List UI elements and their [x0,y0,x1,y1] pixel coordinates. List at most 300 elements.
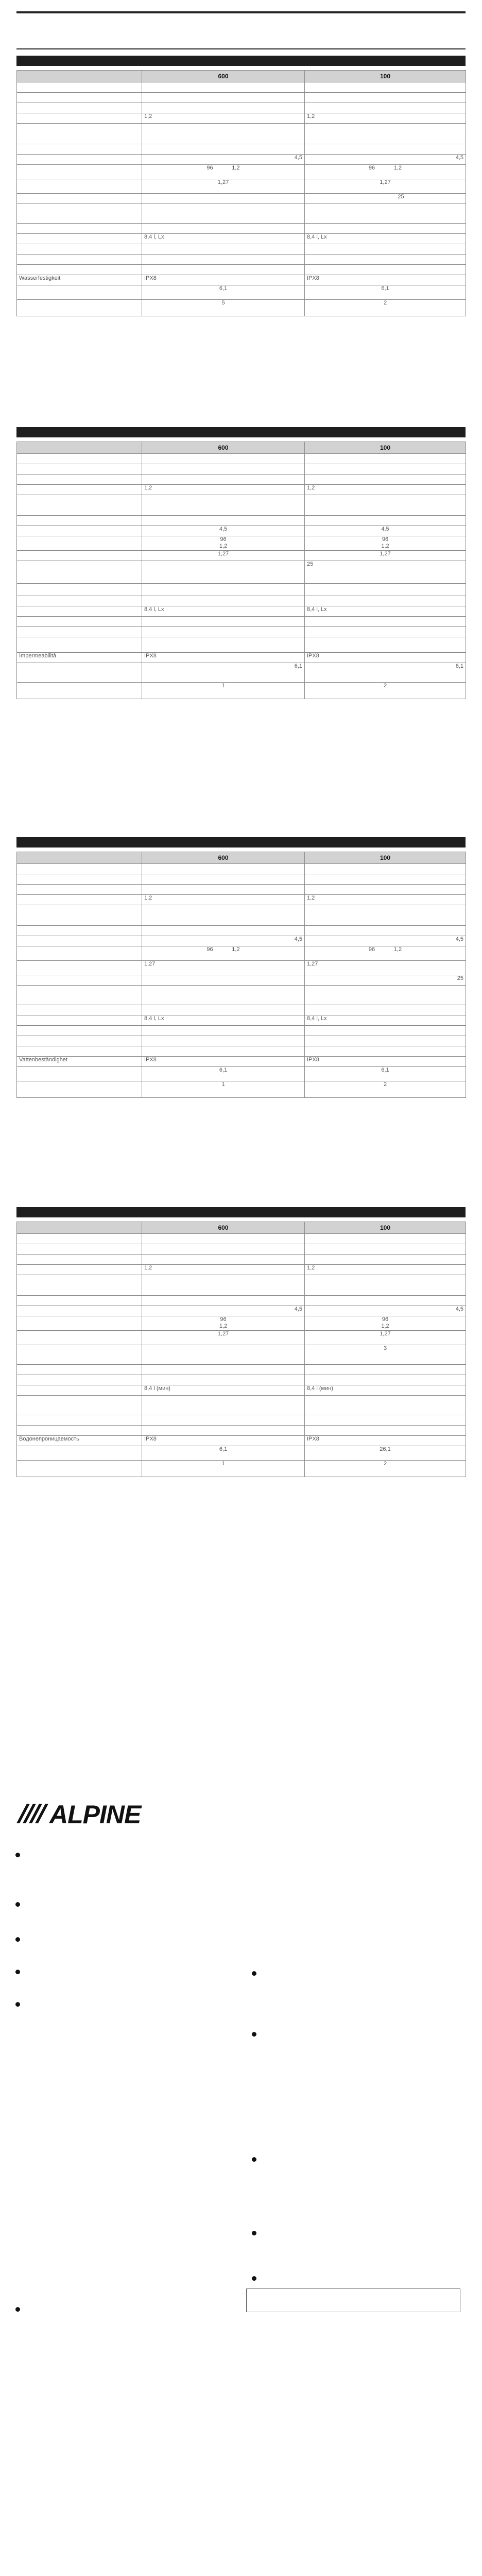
column-header-100: 100 [305,442,466,454]
table-row [17,975,466,986]
table-row [17,663,466,683]
spec-value-600 [142,275,305,285]
table-row [17,1255,466,1265]
spec-label-cell [17,1306,142,1316]
spec-value-600 [142,1275,305,1296]
value-text: 6,1 [294,663,302,669]
bullet-dot [15,1902,20,1907]
top-rule-thin [16,48,466,49]
bullet-dot [15,1937,20,1942]
spec-label-cell: Vattenbeständighet [17,1057,142,1067]
table-row [17,155,466,165]
table-row [17,144,466,155]
column-header-100: 100 [305,71,466,82]
spec-value-600 [142,1461,305,1477]
table-row [17,1067,466,1081]
table-row [17,113,466,124]
spec-label-cell [17,1396,142,1415]
spec-label-cell [17,905,142,926]
spec-value-600 [142,1375,305,1385]
spec-table [16,852,466,1098]
table-row [17,1036,466,1046]
value-text: 1,2 [144,113,152,120]
spec-value-100 [305,285,466,300]
table-row [17,244,466,255]
spec-value-100 [305,224,466,234]
spec-label-cell [17,244,142,255]
value-text: 96 1,2 [368,165,402,171]
value-text: 1,27 [380,1331,391,1337]
spec-label-cell [17,516,142,526]
notice-box [246,2289,460,2312]
spec-value-100 [305,234,466,244]
table-row [17,551,466,561]
bullet-dot [15,1853,20,1857]
spec-value-600 [142,464,305,474]
table-row [17,926,466,936]
spec-value-600 [142,1234,305,1244]
spec-value-100 [305,606,466,617]
value-text: 96 1,2 [206,165,240,171]
spec-label-cell [17,946,142,961]
table-row [17,474,466,485]
spec-value-600 [142,1316,305,1331]
spec-value-600 [142,946,305,961]
value-text: 96 1,2 [381,1316,389,1329]
spec-value-100 [305,975,466,986]
spec-value-600 [142,1385,305,1396]
table-row [17,103,466,113]
spec-value-100 [305,1396,466,1415]
table-row [17,255,466,265]
section-header-bar [16,837,466,848]
spec-label-cell [17,113,142,124]
value-text: 96 1,2 [206,946,240,953]
spec-value-100 [305,627,466,637]
bullet-dot [252,2157,256,2162]
spec-value-100 [305,895,466,905]
table-row [17,885,466,895]
spec-value-600 [142,1244,305,1255]
spec-value-600 [142,975,305,986]
spec-value-100 [305,144,466,155]
spec-label-cell [17,155,142,165]
spec-value-100 [305,864,466,874]
spec-label-cell [17,1375,142,1385]
spec-value-100 [305,526,466,536]
value-text: 6,1 [219,285,228,292]
spec-value-100 [305,1436,466,1446]
column-header-label [17,852,142,864]
spec-value-600 [142,516,305,526]
value-text-right: 25 [457,975,463,981]
spec-table [16,442,466,699]
spec-value-600 [142,961,305,975]
value-text: 1,27 [217,1331,229,1337]
value-text: 6,1 [455,663,463,669]
spec-value-100 [305,255,466,265]
value-text: 96 1,2 [219,1316,228,1329]
spec-value-600 [142,1255,305,1265]
table-row [17,986,466,1005]
table-row [17,637,466,653]
spec-label-cell [17,234,142,244]
bullet-dot [252,1971,256,1976]
spec-section-sv [16,837,466,1098]
table-row [17,1375,466,1385]
value-text: 3 [383,1345,387,1351]
spec-value-600 [142,165,305,179]
spec-value-600 [142,926,305,936]
spec-value-100 [305,124,466,144]
table-row [17,864,466,874]
value-text: 1,2 [307,895,315,901]
table-row [17,124,466,144]
bullet-dot [252,2231,256,2235]
spec-value-600 [142,495,305,516]
spec-label-cell [17,663,142,683]
value-text: 1 [221,1081,225,1088]
spec-label-cell [17,165,142,179]
value-text: 25 [307,561,314,567]
spec-value-600 [142,663,305,683]
value-text: 8,4 l (мин) [307,1385,333,1392]
table-row [17,93,466,103]
spec-label-cell [17,617,142,627]
spec-value-100 [305,946,466,961]
value-text: IPX8 [307,1436,319,1442]
spec-value-100 [305,1306,466,1316]
spec-value-100 [305,82,466,93]
spec-value-100 [305,1265,466,1275]
spec-label-cell [17,1046,142,1057]
spec-value-100 [305,663,466,683]
value-text: 25 [366,194,404,200]
table-row [17,495,466,516]
spec-value-600 [142,1005,305,1015]
spec-label-cell [17,627,142,637]
spec-value-100 [305,1385,466,1396]
spec-label-cell [17,1005,142,1015]
spec-section-de [16,56,466,316]
value-text: 8,4 l, Lx [144,234,164,240]
spec-label-cell: Водонепроницаемость [17,1436,142,1446]
table-row [17,1265,466,1275]
spec-value-100 [305,1005,466,1015]
spec-value-100 [305,1365,466,1375]
table-row [17,1446,466,1461]
value-text-right: 4,5 [294,1306,302,1312]
table-header-row [17,71,466,82]
spec-value-600 [142,1046,305,1057]
spec-value-600 [142,526,305,536]
value-text: 1,27 [380,551,391,557]
column-header-100: 100 [305,1222,466,1234]
spec-label-cell [17,885,142,895]
spec-value-100 [305,1345,466,1365]
value-text: 1,2 [144,895,152,901]
spec-label-cell [17,1265,142,1275]
table-row [17,265,466,275]
spec-label-cell [17,1275,142,1296]
spec-value-600 [142,103,305,113]
bullet-dot [252,2032,256,2037]
table-row [17,1331,466,1345]
value-text: 8,4 l, Lx [307,606,327,613]
spec-value-100 [305,536,466,551]
value-text: 96 1,2 [381,536,389,549]
table-row [17,300,466,316]
section-gap [16,1217,466,1222]
alpine-logo-text: ALPINE [49,1801,141,1828]
spec-label-cell [17,1036,142,1046]
table-row [17,1081,466,1098]
bullet-dot [15,2307,20,2312]
spec-label-cell [17,179,142,194]
spec-label-cell [17,637,142,653]
spec-label-cell [17,926,142,936]
value-text: 2 [383,683,387,689]
value-text: 6,1 [381,1067,389,1073]
value-text: IPX8 [307,653,319,659]
spec-label-cell [17,1244,142,1255]
spec-value-100 [305,1057,466,1067]
table-row [17,1415,466,1426]
value-text: 1,27 [307,961,318,967]
table-row [17,1275,466,1296]
spec-value-600 [142,124,305,144]
value-text: 1,2 [144,1265,152,1271]
spec-value-100 [305,275,466,285]
value-text: 1,27 [144,961,156,967]
table-row [17,454,466,464]
spec-section-ru [16,1207,466,1477]
spec-value-600 [142,155,305,165]
spec-value-100 [305,244,466,255]
spec-value-600 [142,874,305,885]
spec-label-cell [17,1461,142,1477]
spec-value-100 [305,1415,466,1426]
spec-label-cell [17,454,142,464]
spec-label-cell [17,596,142,606]
spec-value-600 [142,485,305,495]
spec-value-100 [305,961,466,975]
table-row [17,561,466,584]
top-rule-thick [16,11,466,13]
spec-value-600 [142,474,305,485]
table-row [17,1296,466,1306]
spec-label-cell: Wasserfestigkeit [17,275,142,285]
value-text: 1,27 [217,179,229,185]
spec-value-600 [142,936,305,946]
table-row [17,526,466,536]
bullet-dot [15,2002,20,2007]
spec-value-100 [305,179,466,194]
spec-label-cell [17,1415,142,1426]
table-row [17,653,466,663]
table-row [17,961,466,975]
value-text: 8,4 l (мин) [144,1385,170,1392]
table-row [17,485,466,495]
spec-value-600 [142,1015,305,1026]
spec-label-cell [17,82,142,93]
section-gap [16,66,466,70]
value-text-right: 4,5 [455,1306,463,1312]
table-row [17,1436,466,1446]
table-header-row [17,852,466,864]
value-text: 6,1 [219,1067,228,1073]
spec-value-100 [305,1375,466,1385]
column-header-label [17,1222,142,1234]
table-row [17,1426,466,1436]
spec-value-100 [305,93,466,103]
spec-value-100 [305,561,466,584]
spec-value-100 [305,300,466,316]
spec-label-cell [17,606,142,617]
spec-value-100 [305,194,466,204]
spec-value-600 [142,265,305,275]
spec-value-600 [142,1306,305,1316]
spec-value-600 [142,561,305,584]
spec-label-cell [17,204,142,224]
spec-value-600 [142,637,305,653]
spec-value-600 [142,627,305,637]
spec-value-600 [142,204,305,224]
table-row [17,895,466,905]
table-row [17,1385,466,1396]
spec-label-cell [17,1255,142,1265]
section-header-bar [16,427,466,437]
table-row [17,1365,466,1375]
spec-value-100 [305,155,466,165]
value-text: 26,1 [380,1446,391,1452]
spec-value-100 [305,1067,466,1081]
spec-label-cell [17,1385,142,1396]
spec-label-cell [17,683,142,699]
spec-value-600 [142,1057,305,1067]
spec-value-100 [305,1296,466,1306]
value-text: 8,4 l, Lx [307,234,327,240]
spec-value-100 [305,165,466,179]
spec-value-100 [305,454,466,464]
spec-value-100 [305,1244,466,1255]
value-text: 2 [383,300,387,306]
spec-value-600 [142,1331,305,1345]
spec-label-cell [17,961,142,975]
spec-label-cell [17,536,142,551]
value-text: IPX8 [144,1057,157,1063]
section-gap [16,437,466,442]
value-text: 8,4 l, Lx [307,1015,327,1022]
table-row [17,165,466,179]
value-text: 2 [383,1081,387,1088]
spec-label-cell [17,1345,142,1365]
value-text: 1,2 [307,113,315,120]
spec-value-600 [142,1026,305,1036]
table-row [17,1057,466,1067]
spec-label-cell [17,1296,142,1306]
value-text: 8,4 l, Lx [144,1015,164,1022]
spec-value-100 [305,1234,466,1244]
table-row [17,285,466,300]
value-text-right: 4,5 [455,936,463,942]
column-header-600: 600 [142,71,305,82]
spec-value-600 [142,300,305,316]
spec-label-cell [17,895,142,905]
value-text: 1,27 [380,179,391,185]
value-text: 2 [383,1461,387,1467]
value-text: IPX8 [144,275,157,281]
spec-label-cell [17,1026,142,1036]
spec-label-cell [17,1081,142,1098]
spec-section-it [16,427,466,699]
spec-label-cell [17,1015,142,1026]
table-row [17,234,466,244]
spec-value-100 [305,464,466,474]
spec-value-600 [142,1365,305,1375]
spec-label-cell [17,1067,142,1081]
table-row [17,1015,466,1026]
table-row [17,606,466,617]
spec-label-cell [17,1331,142,1345]
spec-value-600 [142,255,305,265]
spec-label-cell [17,584,142,596]
spec-value-100 [305,874,466,885]
value-text: 1 [221,1461,225,1467]
bullet-dot [15,1970,20,1974]
column-header-label [17,71,142,82]
value-text-right: 4,5 [455,155,463,161]
spec-value-600 [142,244,305,255]
spec-value-100 [305,516,466,526]
column-header-600: 600 [142,852,305,864]
spec-label-cell [17,103,142,113]
spec-value-600 [142,1436,305,1446]
spec-value-600 [142,1081,305,1098]
table-row [17,936,466,946]
spec-value-100 [305,683,466,699]
spec-value-600 [142,93,305,103]
section-header-bar [16,1207,466,1217]
table-row [17,683,466,699]
spec-label-cell: Impermeabilità [17,653,142,663]
spec-label-cell [17,474,142,485]
table-row [17,1244,466,1255]
value-text: IPX8 [144,1436,157,1442]
spec-label-cell [17,495,142,516]
table-row [17,536,466,551]
spec-label-cell [17,986,142,1005]
spec-label-cell [17,285,142,300]
spec-value-600 [142,551,305,561]
spec-value-600 [142,234,305,244]
spec-table [16,70,466,316]
spec-value-600 [142,1265,305,1275]
value-text: 8,4 l, Lx [144,606,164,613]
spec-value-100 [305,1446,466,1461]
table-row [17,596,466,606]
table-row [17,179,466,194]
spec-value-100 [305,1331,466,1345]
spec-value-600 [142,683,305,699]
column-header-label [17,442,142,454]
spec-label-cell [17,864,142,874]
spec-value-600 [142,617,305,627]
spec-label-cell [17,561,142,584]
spec-value-100 [305,495,466,516]
table-row [17,874,466,885]
spec-value-600 [142,986,305,1005]
